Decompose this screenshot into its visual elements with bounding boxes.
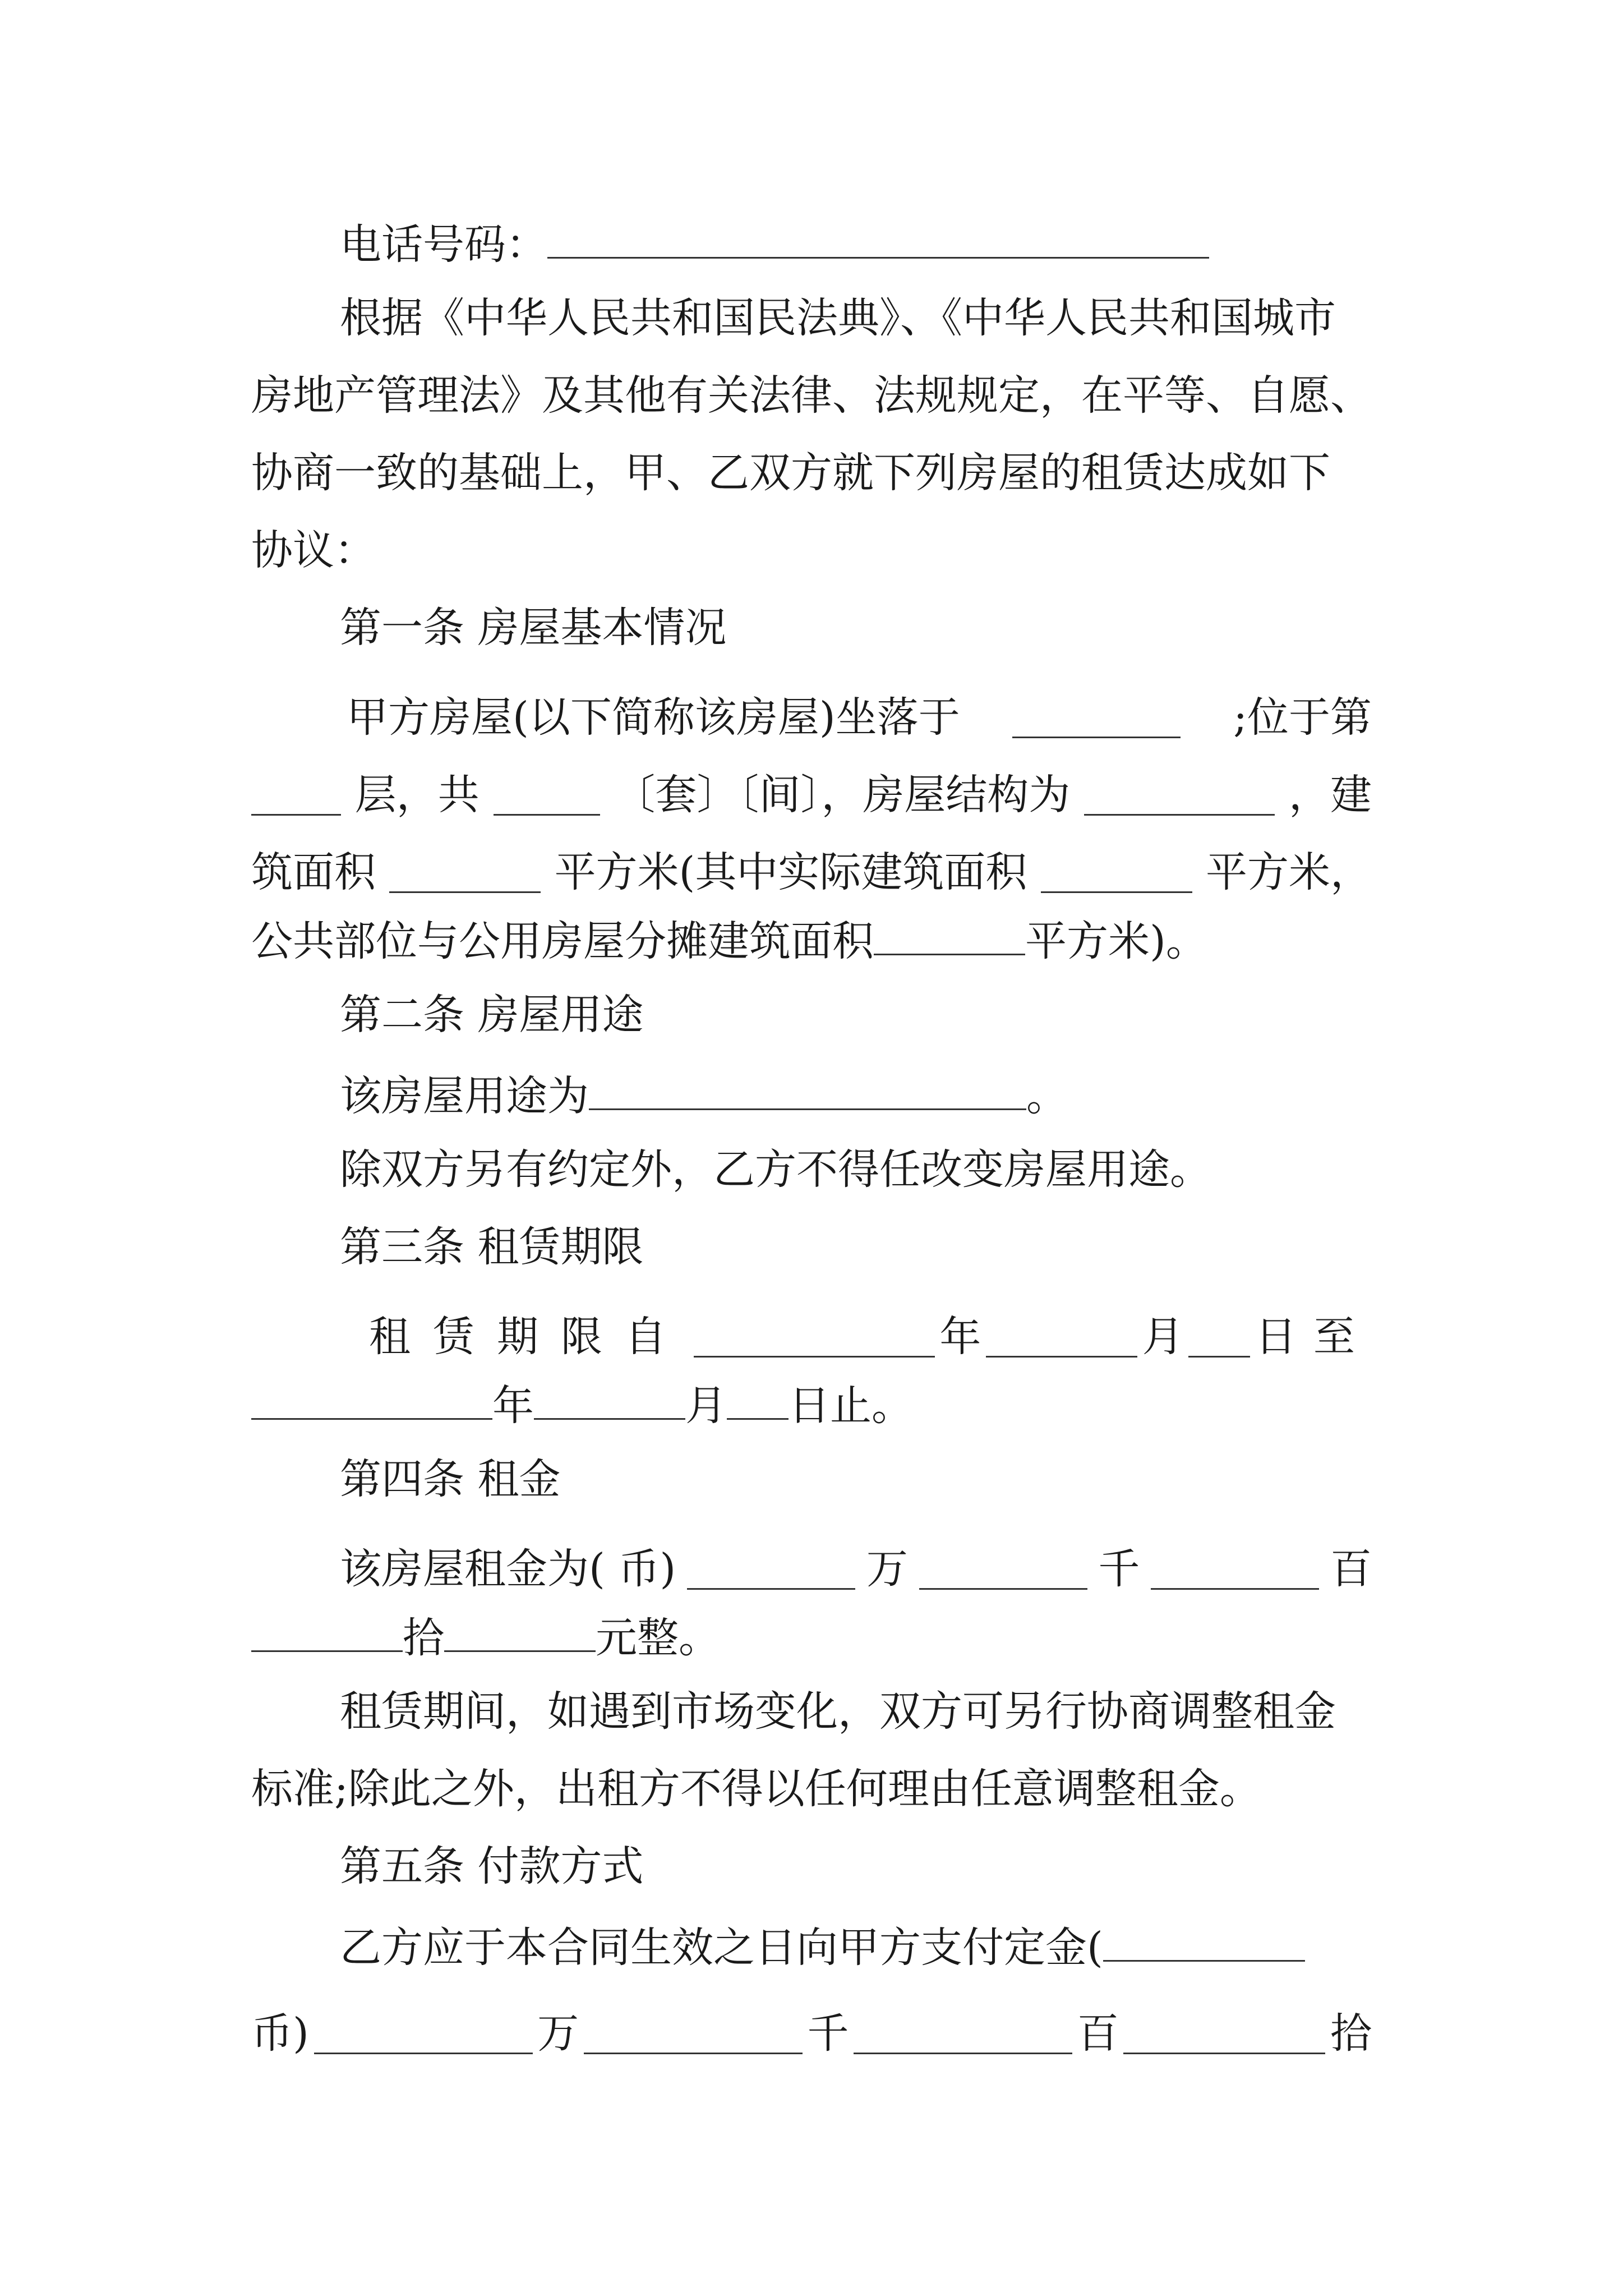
article5-line-2 bbox=[251, 2000, 1372, 2058]
start-day-label: 日至 bbox=[1255, 1313, 1372, 1361]
actual-area-label: 平方米(其中实际建筑面积 bbox=[554, 848, 1027, 896]
article4-p2-line-2: 标准;除此之外，出租方不得以任何理由任意调整租金。 bbox=[251, 1765, 1261, 1813]
article4-title: 第四条 租金 bbox=[340, 1455, 561, 1503]
deposit-qian-blank[interactable] bbox=[584, 2016, 803, 2054]
phone-label: 电话号码： bbox=[340, 220, 547, 269]
article4-line-2 bbox=[251, 1613, 1372, 1667]
article2-title: 第二条 房屋用途 bbox=[340, 991, 644, 1039]
article1-line-4 bbox=[251, 917, 1372, 970]
location-blank[interactable] bbox=[1012, 700, 1181, 738]
shared-area-blank[interactable] bbox=[874, 917, 1025, 955]
floor-blank[interactable] bbox=[251, 777, 341, 816]
start-year-label: 年 bbox=[939, 1313, 981, 1361]
article3-line-2 bbox=[251, 1381, 1372, 1435]
area-label: 筑面积 bbox=[251, 848, 376, 896]
actual-area-unit: 平方米， bbox=[1206, 848, 1372, 896]
article1-line-3 bbox=[251, 839, 1372, 896]
article4-line-1 bbox=[251, 1536, 1372, 1593]
start-year-blank[interactable] bbox=[694, 1319, 935, 1358]
end-month-label: 月 bbox=[685, 1382, 727, 1430]
area-blank[interactable] bbox=[389, 854, 541, 893]
deposit-wan-label: 万 bbox=[537, 2009, 579, 2058]
article2-line-2: 除双方另有约定外，乙方不得任改变房屋用途。 bbox=[340, 1145, 1211, 1194]
usage-blank[interactable] bbox=[589, 1071, 1026, 1110]
phone-line bbox=[251, 220, 1372, 274]
rent-label: 该房屋租金为( 币) bbox=[340, 1545, 676, 1593]
deposit-shi-blank[interactable] bbox=[1123, 2016, 1325, 2054]
article1-line-2 bbox=[251, 762, 1372, 819]
deposit-label: 乙方应于本合同生效之日向甲方支付定金( bbox=[340, 1924, 1103, 1972]
deposit-bai-blank[interactable] bbox=[854, 2016, 1072, 2054]
article3-title: 第三条 租赁期限 bbox=[340, 1223, 644, 1271]
article5-title: 第五条 付款方式 bbox=[340, 1842, 644, 1890]
rent-yuan-label: 元整。 bbox=[596, 1614, 720, 1662]
intro-line-3: 协商一致的基础上，甲、乙双方就下列房屋的租赁达成如下 bbox=[251, 449, 1330, 497]
floor-label: ;位于第 bbox=[1233, 693, 1372, 742]
start-month-label: 月 bbox=[1142, 1313, 1184, 1361]
location-label: 甲方房屋(以下简称该房屋)坐落于 bbox=[347, 693, 960, 742]
start-month-blank[interactable] bbox=[986, 1319, 1137, 1358]
article1-line-1 bbox=[251, 684, 1372, 742]
article1-title: 第一条 房屋基本情况 bbox=[340, 604, 727, 652]
article2-line-1 bbox=[251, 1071, 1372, 1125]
shared-area-label: 公共部位与公用房屋分摊建筑面积 bbox=[251, 917, 874, 965]
rent-qian-blank[interactable] bbox=[919, 1551, 1087, 1590]
deposit-qian-label: 千 bbox=[807, 2009, 849, 2058]
total-blank[interactable] bbox=[494, 777, 600, 816]
usage-end: 。 bbox=[1026, 1072, 1068, 1120]
article5-line-1 bbox=[251, 1923, 1372, 1977]
rent-wan-blank[interactable] bbox=[687, 1551, 855, 1590]
usage-label: 该房屋用途为 bbox=[340, 1072, 589, 1120]
end-month-blank[interactable] bbox=[534, 1381, 685, 1420]
rent-qian-label: 千 bbox=[1098, 1545, 1140, 1593]
deposit-bai-label: 百 bbox=[1077, 2009, 1119, 2058]
actual-area-blank[interactable] bbox=[1041, 854, 1192, 893]
phone-blank[interactable] bbox=[547, 220, 1209, 259]
rent-shi-blank[interactable] bbox=[251, 1613, 403, 1652]
article4-p2-line-1: 租赁期间，如遇到市场变化，双方可另行协商调整租金 bbox=[340, 1687, 1336, 1736]
structure-label: 〔套〕〔间〕，房屋结构为 bbox=[614, 771, 1071, 819]
term-label: 租赁期限自 bbox=[369, 1313, 689, 1361]
end-day-label: 日止。 bbox=[789, 1382, 913, 1430]
intro-line-4: 协议： bbox=[251, 526, 376, 574]
deposit-currency-blank[interactable] bbox=[1103, 1923, 1305, 1962]
end-year-label: 年 bbox=[492, 1382, 534, 1430]
intro-line-1: 根据《中华人民共和国民法典》、《中华人民共和国城市 bbox=[340, 294, 1336, 342]
deposit-wan-blank[interactable] bbox=[314, 2016, 533, 2054]
deposit-shi-label: 拾 bbox=[1330, 2009, 1372, 2058]
shared-area-unit: 平方米)。 bbox=[1025, 917, 1207, 965]
structure-blank[interactable] bbox=[1084, 777, 1275, 816]
rent-shi-label: 拾 bbox=[403, 1614, 444, 1662]
intro-line-2: 房地产管理法》及其他有关法律、法规规定，在平等、自愿、 bbox=[251, 371, 1372, 420]
start-day-blank[interactable] bbox=[1188, 1319, 1250, 1358]
total-label: 层，共 bbox=[354, 771, 479, 819]
deposit-currency-label: 币) bbox=[251, 2009, 309, 2058]
rent-bai-blank[interactable] bbox=[1151, 1551, 1319, 1590]
area-prefix: ，建 bbox=[1288, 771, 1372, 819]
rent-yuan-blank[interactable] bbox=[444, 1613, 596, 1652]
article3-line-1 bbox=[251, 1304, 1372, 1361]
rent-wan-label: 万 bbox=[866, 1545, 908, 1593]
end-year-blank[interactable] bbox=[251, 1381, 492, 1420]
end-day-blank[interactable] bbox=[727, 1381, 789, 1420]
rent-bai-label: 百 bbox=[1330, 1545, 1372, 1593]
